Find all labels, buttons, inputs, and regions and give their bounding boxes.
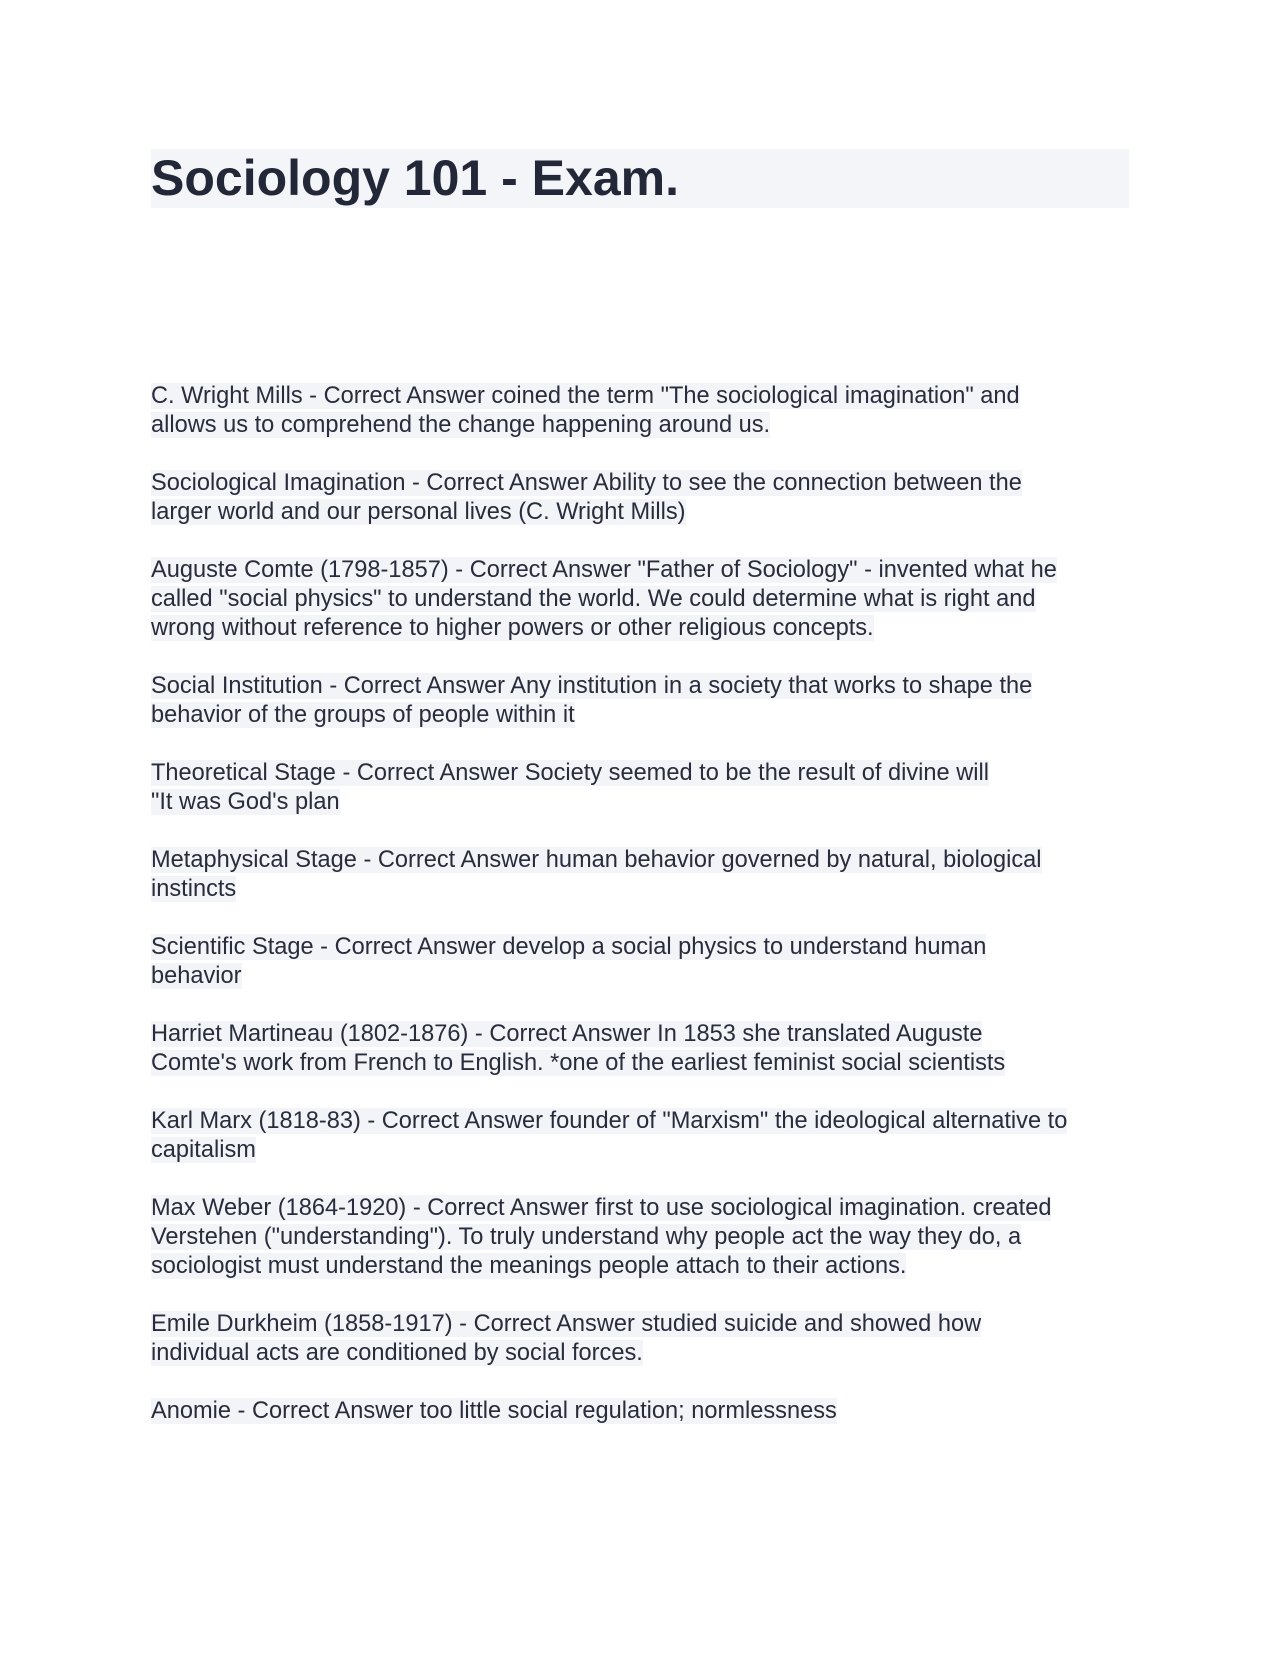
entry-line: Theoretical Stage - Correct Answer Society seemed to be the result of divine will [151,760,989,787]
flashcard-entry [151,556,1141,643]
entry-line: Emile Durkheim (1858-1917) - Correct Answer studied suicide and showed how [151,1311,982,1338]
entry-line: C. Wright Mills - Correct Answer coined the term "The sociological imagination" and [151,383,1020,409]
entry-line: Anomie - Correct Answer too little social regulation; normlessness [151,1398,837,1425]
entry-line: Karl Marx (1818-83) - Correct Answer founder of "Marxism" the ideological alternative to [151,1107,1068,1134]
entry-line: sociologist must understand the meanings people attach to their actions. [151,1253,907,1280]
flashcard-entry [151,933,1141,991]
entry-line: Sociological Imagination - Correct Answer Ability to see the connection between the [151,469,1022,496]
entry-line: Max Weber (1864-1920) - Correct Answer first to use sociological imagination. created [151,1194,1052,1221]
entry-line: called "social physics" to understand the world. We could determine what is right and [151,586,1036,613]
entry-line: "It was God's plan [151,789,340,816]
flashcard-entry [151,1020,1141,1078]
entry-line: Verstehen ("understanding"). To truly understand why people act the way they do, a [151,1224,1022,1251]
entry-line: larger world and our personal lives (C. Wright Mills) [151,499,686,526]
flashcard-entry [151,846,1141,904]
entry-line: Social Institution - Correct Answer Any institution in a society that works to shape the [151,673,1033,700]
entry-line: capitalism [151,1137,256,1164]
entry-line: Scientific Stage - Correct Answer develop a social physics to understand human [151,934,987,960]
title-block [151,149,1129,208]
flashcard-entry [151,1397,1141,1426]
entry-line: allows us to comprehend the change happening around us. [151,412,771,439]
entry-line: Harriet Martineau (1802-1876) - Correct Answer In 1853 she translated Auguste [151,1020,983,1047]
flashcard-entry [151,759,1141,817]
entry-line: individual acts are conditioned by social forces. [151,1340,643,1367]
entry-line: Auguste Comte (1798-1857) - Correct Answer "Father of Sociology" - invented what he [151,556,1057,583]
flashcard-entry [151,672,1141,730]
entry-line: Comte's work from French to English. *one of the earliest feminist social scientists [151,1050,1006,1077]
flashcard-entry [151,1310,1141,1368]
entry-line: instincts [151,876,237,903]
flashcard-list [151,382,1141,1455]
entry-line: wrong without reference to higher powers or other religious concepts. [151,615,874,642]
flashcard-entry [151,469,1141,527]
flashcard-entry [151,382,1141,440]
entry-line: Metaphysical Stage - Correct Answer human behavior governed by natural, biological [151,847,1042,874]
flashcard-entry [151,1107,1141,1165]
flashcard-entry [151,1194,1141,1281]
entry-line: behavior [151,963,242,990]
entry-line: behavior of the groups of people within it [151,702,575,729]
page-title: Sociology 101 - Exam. [151,150,679,206]
